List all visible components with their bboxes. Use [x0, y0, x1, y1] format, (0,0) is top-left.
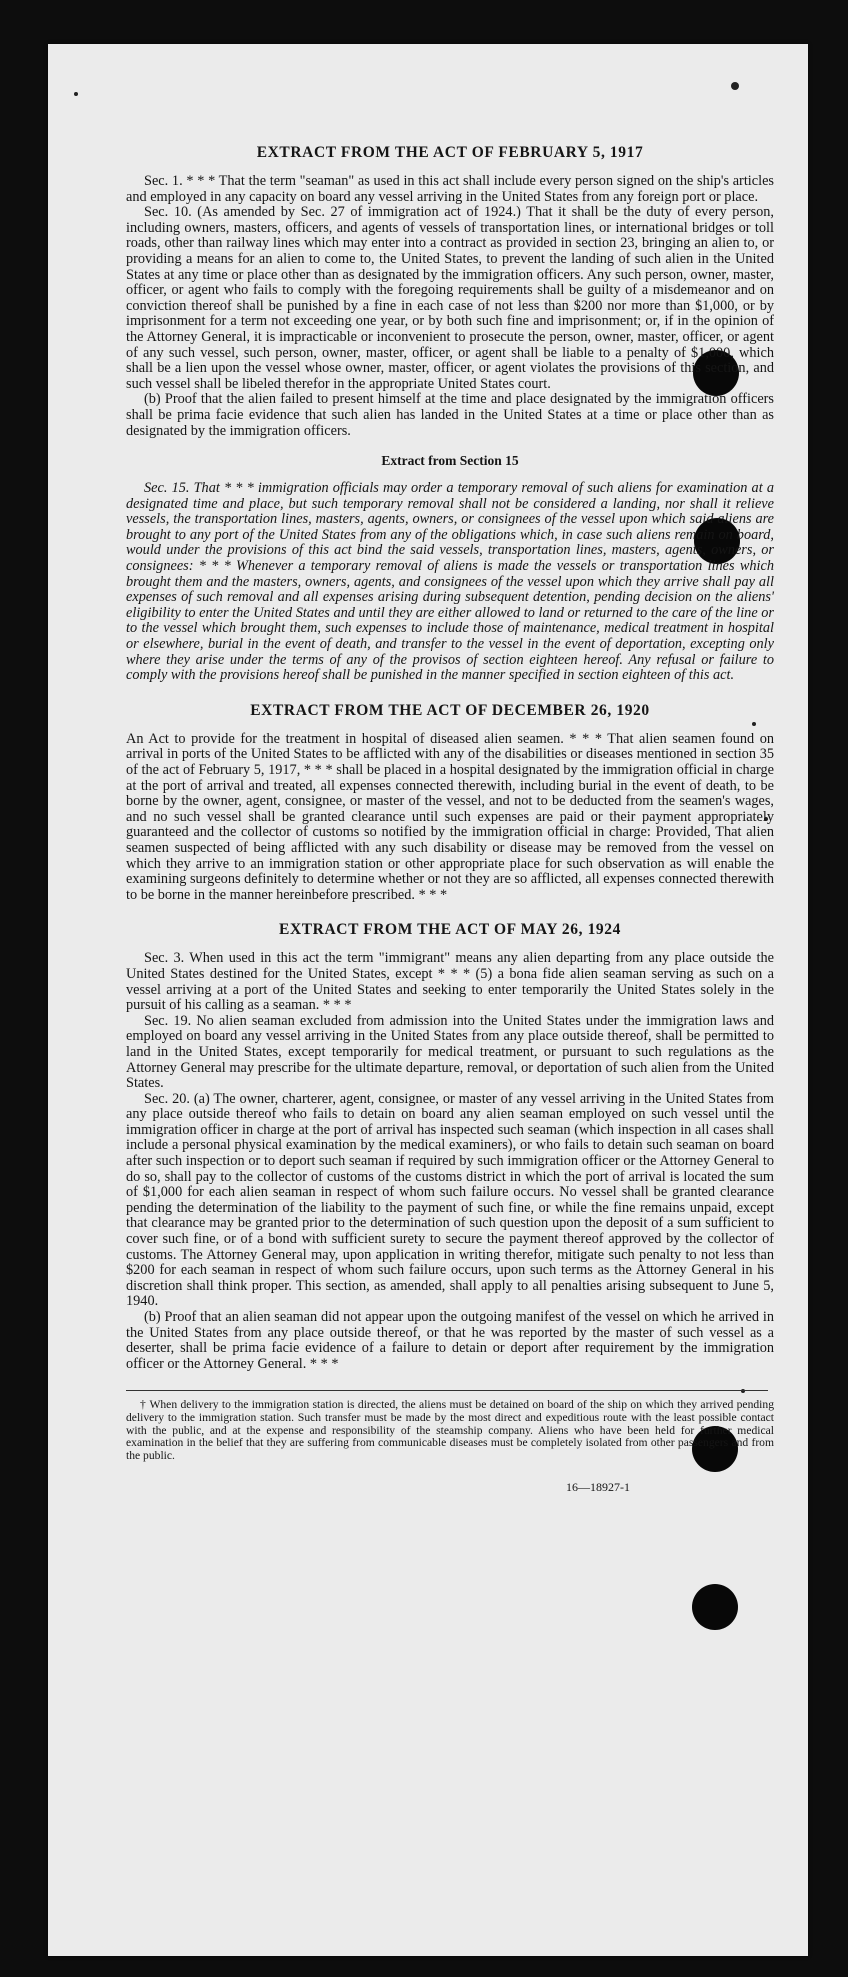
document-page — [48, 44, 808, 1956]
paragraph: (b) Proof that the alien failed to present himself at the time and place designated by the immigration officers shall be prima facie evidence that such alien has landed in the United States at a time or place other than as designated by the immigration officers. — [126, 391, 774, 439]
section-heading: EXTRACT FROM THE ACT OF DECEMBER 26, 1920 — [250, 701, 650, 719]
paragraph: Sec. 1. * * * That the term "seaman" as used in this act shall include every person signed on the ship's articles and employed in any capacity on board any vessel arriving in the United States from any foreign port or place. — [126, 173, 774, 205]
paragraph: Sec. 3. When used in this act the term "immigrant" means any alien departing from any place outside the United States destined for the United States, except * * * (5) a bona fide alien seaman serving as such on a vessel arriving at a port of the United States and seeking to enter temporarily the United States solely in the pursuit of his calling as a seaman. * * * — [126, 950, 774, 1014]
speck — [74, 92, 78, 96]
paragraph: Sec. 19. No alien seaman excluded from admission into the United States under the immigration laws and employed on board any vessel arriving in the United States from any place outside thereof, shall be permitted to land in the United States, except temporarily for medical treatment, or pursuant to such regulations as the Attorney General may prescribe for the ultimate departure, removal, or deportation of such alien from the United States. — [126, 1012, 774, 1092]
document-body — [126, 144, 774, 1495]
paragraph: Sec. 15. That * * * immigration officials may order a temporary removal of such aliens for examination at a designated time and place, but such temporary removal shall not be considered a landing, nor shall it relieve vessels, the transportation lines, masters, agents, owners, or consignees of the vessel upon which said aliens are brought to any port of the United States from any of the obligations which, in case such aliens remain on board, would under the provisions of this act bind the said vessels, transportation lines, masters, agents, owners, or consignees: * * * Whenever a temporary removal of aliens is made the vessels or transportation lines which brought them and the masters, owners, agents, and consignees of the vessel upon which they arrive shall pay all expenses of such removal and all expenses arising during subsequent detention, pending decision on the aliens' eligibility to enter the United States and until they are either allowed to land or returned to the care of the line or to the vessel which brought them, such expenses to include those of maintenance, medical treatment in hospital or elsewhere, burial in the event of death, and transfer to the vessel in the event of deportation, excepting only where they arise under the terms of any of the provisos of section eighteen hereof. Any refusal or failure to comply with the provisions hereof shall be punished in the manner specified in section eighteen of this act. — [126, 480, 774, 684]
subsection-heading: Extract from Section 15 — [381, 453, 519, 469]
print-code: 16—18927-1 — [566, 1480, 630, 1495]
section-heading: EXTRACT FROM THE ACT OF MAY 26, 1924 — [279, 921, 621, 939]
paragraph: An Act to provide for the treatment in hospital of diseased alien seamen. * * * That alien seamen found on arrival in ports of the United States to be afflicted with any of the disabilities or diseases mentioned in section 35 of the act of February 5, 1917, * * * shall be placed in a hospital designated by the immigration official in charge at the port of arrival and treated, all expenses connected therewith, including burial in the event of death, to be borne by the owner, agent, consignee, or master of the vessel, and not to be deducted from the seamen's wages, and no such vessel shall be granted clearance until such expenses are paid or their payment appropriately guaranteed and the collector of customs so notified by the immigration official in charge: Provided, That alien seamen suspected of being afflicted with any such disability or disease may be removed from the vessel on which they arrive to an immigration station or other appropriate place for such observation as will enable the examining surgeons definitely to determine whether or not they are so afflicted, all expenses connected therewith to be borne in the manner hereinbefore prescribed. * * * — [126, 730, 774, 903]
speck — [731, 82, 739, 90]
paragraph: Sec. 10. (As amended by Sec. 27 of immigration act of 1924.) That it shall be the duty of every person, including owners, masters, officers, and agents of vessels of transportation lines, or international bridges or toll roads, other than railway lines which may enter into a contract as provided in section 23, bringing an alien to, or providing a means for an alien to come to, the United States, to prevent the landing of such alien in the United States at any time or place other than as designated by the immigration officers. Any such person, owner, master, officer, or agent who fails to comply with the foregoing requirements shall be guilty of a misdemeanor and on conviction thereof shall be punished by a fine in each case of not less than $200 nor more than $1,000, or by imprisonment for a term not exceeding one year, or by both such fine and imprisonment; or, if in the opinion of the Attorney General, it is impracticable or inconvenient to prosecute the person, owner, master, officer, or agent of any such vessel, such person, owner, master, officer, or agent shall be liable to a penalty of $1,000, which shall be a lien upon the vessel whose owner, master, officer, or agent violates the provisions of this section, and such vessel shall be libeled therefor in the appropriate United States court. — [126, 204, 774, 392]
paragraph: (b) Proof that an alien seaman did not appear upon the outgoing manifest of the vessel on which he arrived in the United States from any place outside thereof, or that he was reported by the master of such vessel as a deserter, shall be prima facie evidence of a failure to detain or deport after requirement by the immigration officer or the Attorney General. * * * — [126, 1309, 774, 1372]
section-heading: EXTRACT FROM THE ACT OF FEBRUARY 5, 1917 — [256, 144, 644, 161]
paragraph: Sec. 20. (a) The owner, charterer, agent, consignee, or master of any vessel arriving in the United States from any place outside thereof who fails to detain on board any alien seaman employed on such vessel until the immigration officer in charge at the port of arrival has inspected such seaman (which inspection in all cases shall include a personal physical examination by the medical examiners), or who fails to detain such seaman on board after such inspection or to deport such seaman if required by such immigration officer or the Attorney General to do so, shall pay to the collector of customs of the customs district in which the port of arrival is located the sum of $1,000 for each alien seaman in respect of whom such failure occurs. No vessel shall be granted clearance pending the determination of the liability to the payment of such fine, or while the fine remains unpaid, except that clearance may be granted prior to the determination of such question upon the deposit of a sum sufficient to cover such fine, or of a bond with sufficient surety to secure the payment thereof approved by the collector of customs. The Attorney General may, upon application in writing therefor, mitigate such penalty to not less than $200 for each seaman in respect of whom such failure occurs, upon such terms as the Attorney General in his discretion shall think proper. This section, as amended, shall apply to all penalties arising subsequent to June 5, 1940. — [126, 1090, 774, 1310]
footnote-divider — [126, 1390, 768, 1391]
punch-hole — [692, 1584, 738, 1630]
footnote: † When delivery to the immigration station is directed, the aliens must be detained on board of the ship on which they arrived pending delivery to the immigration station. Such transfer must be made by the most direct and expeditious route with the least possible contact with the public, and at the expense and responsibility of the steamship company. Aliens who have been held for further medical examination in the belief that they are suffering from communicable diseases must be completely isolated from other passengers and from the public. — [126, 1398, 774, 1462]
